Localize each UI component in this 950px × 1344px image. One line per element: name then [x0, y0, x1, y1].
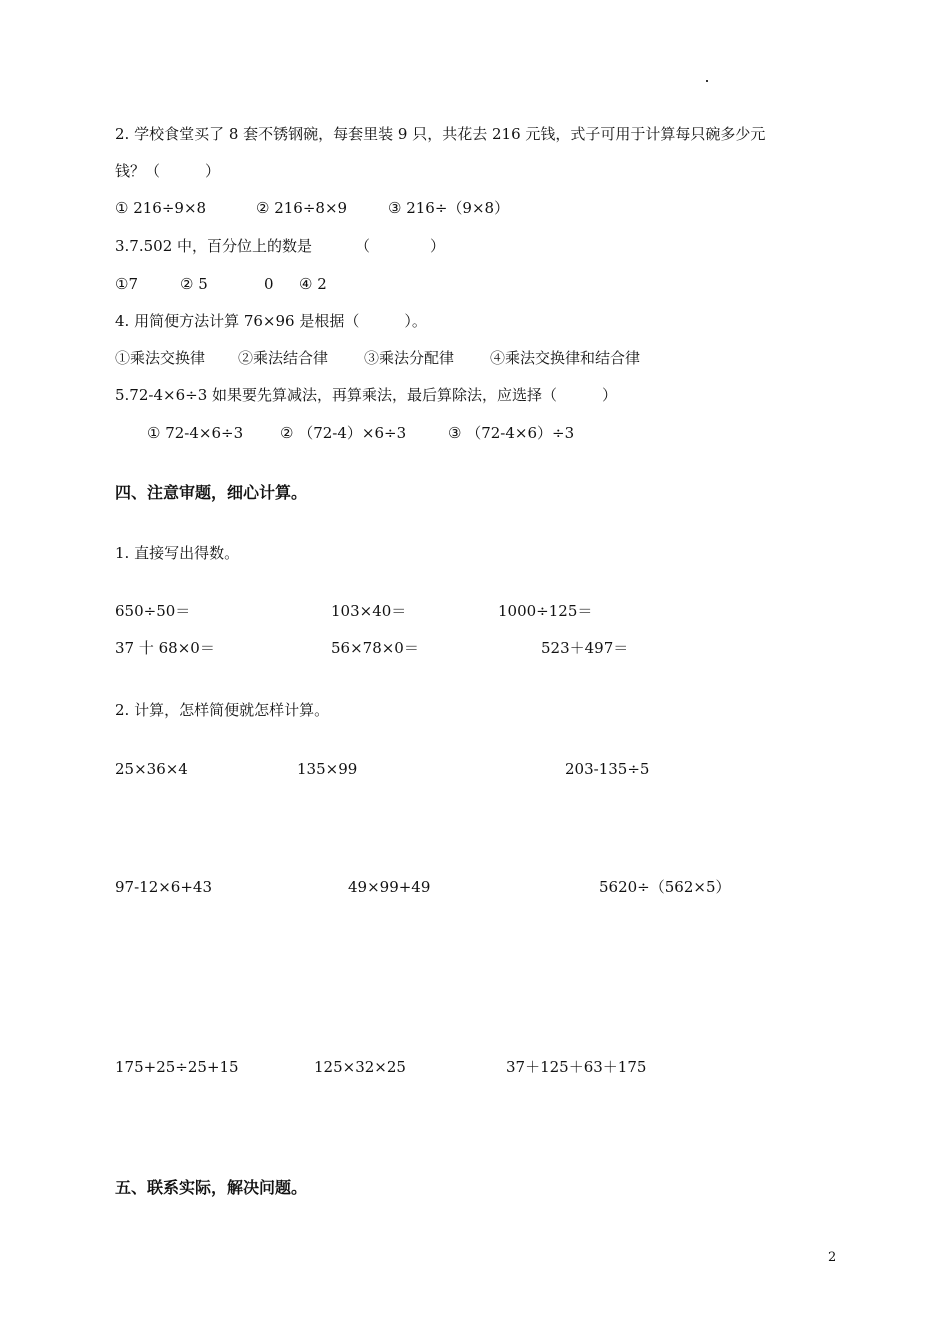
q2-option-1: ① 216÷9×8	[115, 199, 207, 217]
q3-option-2: ② 5	[180, 275, 208, 293]
simplify-calc-item: 25×36×4	[115, 760, 188, 778]
direct-calc-item: 523＋497＝	[541, 639, 629, 657]
simplify-calc-item: 5620÷（562×5）	[599, 878, 731, 896]
q3-option-1: ①7	[115, 275, 138, 293]
simplify-calc-item: 203-135÷5	[565, 760, 650, 778]
simplify-calc-item: 175+25÷25+15	[115, 1058, 239, 1076]
direct-calc-item: 56×78×0＝	[331, 639, 419, 657]
q2-text-line1: 2. 学校食堂买了 8 套不锈钢碗，每套里装 9 只，共花去 216 元钱，式子可用于计算每只碗多少元	[115, 125, 766, 143]
section4-sub1: 1. 直接写出得数。	[115, 544, 240, 562]
q2-option-3: ③ 216÷（9×8）	[388, 199, 510, 217]
q4-option-4: ④乘法交换律和结合律	[490, 349, 641, 367]
section4-heading: 四、注意审题，细心计算。	[115, 483, 308, 502]
direct-calc-item: 650÷50＝	[115, 602, 191, 620]
direct-calc-item: 37 十 68×0＝	[115, 639, 215, 657]
q3-text: 3.7.502 中，百分位上的数是	[115, 237, 313, 255]
simplify-calc-item: 135×99	[297, 760, 358, 778]
q5-option-2: ② （72-4）×6÷3	[280, 424, 407, 442]
q3-option-3: 0	[264, 275, 274, 293]
simplify-calc-item: 97-12×6+43	[115, 878, 213, 896]
simplify-calc-item: 125×32×25	[314, 1058, 406, 1076]
q4-text: 4. 用简便方法计算 76×96 是根据（ ）。	[115, 312, 427, 330]
q3-option-4: ④ 2	[299, 275, 327, 293]
q5-text: 5.72-4×6÷3 如果要先算减法，再算乘法，最后算除法，应选择（ ）	[115, 386, 618, 404]
simplify-calc-item: 37＋125＋63＋175	[506, 1058, 647, 1076]
q5-option-1: ① 72-4×6÷3	[147, 424, 244, 442]
q4-option-2: ②乘法结合律	[238, 349, 329, 367]
section4-sub2: 2. 计算，怎样简便就怎样计算。	[115, 701, 330, 719]
direct-calc-item: 1000÷125＝	[498, 602, 593, 620]
direct-calc-item: 103×40＝	[331, 602, 407, 620]
q5-option-3: ③ （72-4×6）÷3	[448, 424, 575, 442]
q4-option-1: ①乘法交换律	[115, 349, 206, 367]
q2-option-2: ② 216÷8×9	[256, 199, 348, 217]
q3-answer-paren: （ ）	[355, 237, 446, 255]
page-number: 2	[828, 1250, 837, 1265]
section5-heading: 五、联系实际，解决问题。	[115, 1178, 308, 1197]
header-dot	[706, 80, 708, 82]
q4-option-3: ③乘法分配律	[364, 349, 455, 367]
q2-text-line2: 钱？（ ）	[115, 162, 221, 180]
simplify-calc-item: 49×99+49	[348, 878, 431, 896]
